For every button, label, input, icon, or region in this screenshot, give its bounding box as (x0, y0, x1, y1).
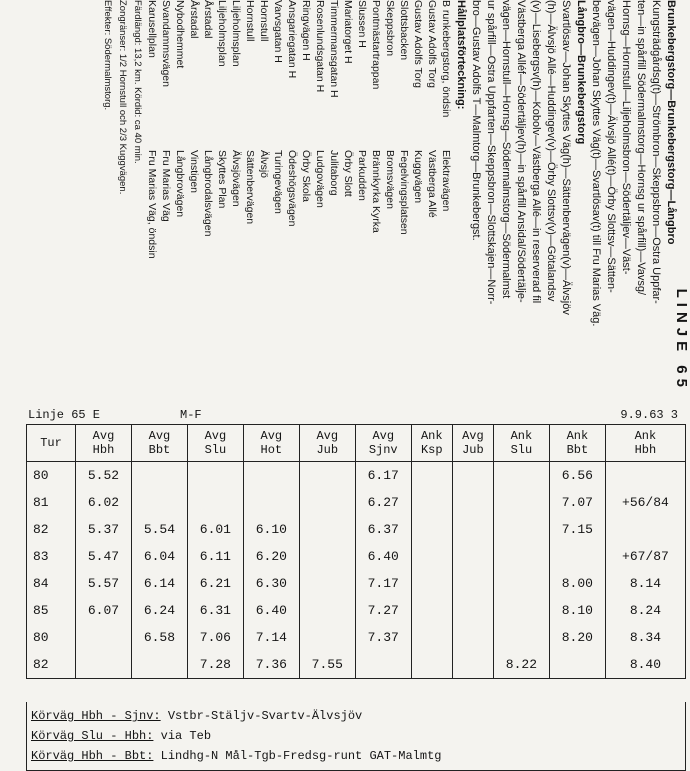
stop-name: Gustav Adolfs Torg (412, 0, 424, 88)
time-cell (452, 489, 493, 516)
column-header-top: Tur (40, 436, 62, 450)
time-cell (411, 570, 452, 597)
route-note-text: Vstbr-Stäljv-Svartv-Älvsjöv (160, 709, 363, 723)
time-cell (243, 462, 299, 490)
route-note-label: Körväg Slu - Hbh: (31, 729, 154, 743)
column-header (243, 425, 299, 462)
table-row (27, 597, 686, 624)
stop-name: Parkudden (356, 150, 368, 201)
table-row (27, 516, 686, 543)
time-cell: 8.22 (493, 651, 549, 679)
column-header-row (27, 425, 686, 462)
stop-name: Ödeshögsvägen (286, 150, 298, 227)
time-cell: 7.28 (187, 651, 243, 679)
stop-row (327, 0, 341, 398)
time-cell (299, 489, 355, 516)
column-header-bottom: Slu (204, 443, 227, 457)
column-header (355, 425, 411, 462)
timetable-grid (26, 424, 686, 679)
line-title: LINJE 65 (673, 288, 690, 392)
stop-name: Årstadal (188, 0, 200, 39)
time-cell: 5.37 (76, 516, 132, 543)
route-line: Kungsträdgårdsg(t)—Strömbron—Skeppsbron—Ostra Uppfar- (650, 0, 662, 304)
time-cell: 6.56 (549, 462, 605, 490)
time-cell: 5.52 (76, 462, 132, 490)
table-row (27, 651, 686, 679)
time-cell: 6.37 (355, 516, 411, 543)
time-cell: +67/87 (605, 543, 685, 570)
time-cell (299, 597, 355, 624)
time-cell (452, 462, 493, 490)
column-header (76, 425, 132, 462)
column-header-top: Avg (316, 429, 339, 443)
stop-name: Elektravägen (440, 150, 452, 212)
route-note-label: Körväg Hbh - Sjnv: (31, 709, 161, 723)
time-cell: 6.30 (243, 570, 299, 597)
tour-number: 84 (27, 570, 76, 597)
column-header-bottom: Slu (510, 443, 533, 457)
stop-row (285, 0, 299, 398)
time-cell (76, 651, 132, 679)
time-cell: 6.24 (131, 597, 187, 624)
stop-name: Slussen H (356, 0, 368, 48)
stop-row (355, 0, 369, 398)
time-cell: 7.37 (355, 624, 411, 651)
stop-row (411, 0, 425, 398)
stop-name: Örby Skola (300, 150, 312, 202)
tour-number: 85 (27, 597, 76, 624)
stop-name: Ringvägen H (300, 0, 312, 61)
column-header-top: Ank (510, 429, 533, 443)
column-header-top: Avg (204, 429, 227, 443)
column-header (131, 425, 187, 462)
stop-name: Fru Marias Väg (160, 150, 172, 222)
time-cell: 7.14 (243, 624, 299, 651)
time-cell: 7.06 (187, 624, 243, 651)
stop-row (369, 0, 383, 398)
stop-row (313, 0, 327, 398)
stop-row (271, 0, 285, 398)
stop-row (229, 0, 243, 398)
tour-number: 81 (27, 489, 76, 516)
time-cell (411, 462, 452, 490)
column-header-top: Ank (634, 429, 657, 443)
stop-name: Sättenbervägen (244, 150, 256, 225)
footnote: Effekter: Södermalmstorg. (102, 0, 113, 111)
stop-name: Skeppsbron (384, 0, 396, 57)
stop-name: Örby Slott (342, 150, 354, 197)
time-cell (493, 597, 549, 624)
column-header-top: Avg (462, 429, 484, 443)
time-cell (452, 543, 493, 570)
stop-name: Hornstull (258, 0, 270, 42)
column-header (411, 425, 452, 462)
time-cell (493, 462, 549, 490)
column-header-bottom: Jub (316, 443, 339, 457)
stop-name: Vinstigen (188, 150, 200, 194)
route-notes (26, 702, 686, 771)
stop-row (159, 0, 173, 398)
stop-name: Nybodhemmet (174, 0, 186, 69)
stop-name: Långbrovägen (174, 150, 186, 218)
stop-name: Skyttes Plan (216, 150, 228, 209)
time-cell (493, 543, 549, 570)
stop-name: Långbrodalsvägen (202, 150, 214, 237)
time-cell: 6.10 (243, 516, 299, 543)
time-cell: 6.27 (355, 489, 411, 516)
column-header (549, 425, 605, 462)
time-cell (605, 462, 685, 490)
time-cell (549, 651, 605, 679)
time-cell: 5.54 (131, 516, 187, 543)
time-cell (411, 543, 452, 570)
stop-name: Gustav Adolfs Torg (426, 0, 438, 88)
time-cell: 6.17 (355, 462, 411, 490)
header-days: M-F (180, 408, 202, 422)
column-header-bottom: Ksp (420, 443, 443, 457)
stop-name: Liljeholmsplan (230, 0, 242, 67)
column-header (452, 425, 493, 462)
time-cell (299, 543, 355, 570)
time-cell (299, 462, 355, 490)
column-header-bottom: Jub (462, 443, 484, 457)
stop-row (439, 0, 453, 398)
stop-row (299, 0, 313, 398)
time-cell: 8.34 (605, 624, 685, 651)
tour-number: 83 (27, 543, 76, 570)
column-header (187, 425, 243, 462)
column-header-top: Ank (420, 429, 443, 443)
stop-name: Älvsjö (258, 150, 270, 179)
stop-row (341, 0, 355, 398)
stop-name: Älvsjövägen (230, 150, 242, 207)
route-line: Svartlösav—Johan Skyttes Väg(h)—Sättenbervägen(v)—Älvsjöv (560, 0, 572, 315)
stop-name: Hornstull (244, 0, 256, 42)
stop-row (215, 0, 229, 398)
time-cell: 6.11 (187, 543, 243, 570)
route-note (31, 706, 681, 726)
tour-number: 82 (27, 651, 76, 679)
stop-name: Varvsgatan H (272, 0, 284, 63)
route-note (31, 746, 681, 766)
time-cell: 7.17 (355, 570, 411, 597)
column-header-bottom: Hbh (634, 443, 657, 457)
time-cell: 6.04 (131, 543, 187, 570)
time-cell: +56/84 (605, 489, 685, 516)
time-cell: 6.01 (187, 516, 243, 543)
stop-name: Brännkyrka Kyrka (370, 150, 382, 233)
stop-row (201, 0, 215, 398)
stop-row (187, 0, 201, 398)
time-cell (131, 651, 187, 679)
stop-name: Pontmästartrappan (370, 0, 382, 90)
route-note-text: Lindhg-N Mål-Tgb-Fredsg-runt GAT-Malmtg (153, 749, 442, 763)
time-cell (411, 651, 452, 679)
time-cell: 6.40 (355, 543, 411, 570)
time-cell (243, 489, 299, 516)
time-cell: 6.14 (131, 570, 187, 597)
time-cell (131, 462, 187, 490)
time-cell (187, 489, 243, 516)
time-cell (452, 624, 493, 651)
stop-name: Kuggvägen (412, 150, 424, 204)
route-line: Västberga Alléf—Södertäljev(h)—in spårfill Ansidal/Södertälje- (515, 0, 527, 303)
time-cell: 5.47 (76, 543, 132, 570)
stop-name: Fegelvingsplatsen (398, 150, 410, 235)
time-cell: 6.21 (187, 570, 243, 597)
route-note-label: Körväg Hbh - Bbt: (31, 749, 154, 763)
stop-name: Västberga Allé (426, 150, 438, 218)
stop-row (173, 0, 187, 398)
table-row (27, 543, 686, 570)
time-cell: 7.07 (549, 489, 605, 516)
time-cell: 8.20 (549, 624, 605, 651)
stop-name: Slottsbacken (398, 0, 410, 61)
column-header-bottom: Bbt (148, 443, 171, 457)
tour-number: 80 (27, 624, 76, 651)
time-cell (411, 624, 452, 651)
route-line: ten—in spårfill Södermalmstorg—Hornsg ur spårfill)—Vavsg/ (635, 0, 647, 296)
route-note-text: via Teb (153, 729, 212, 743)
header-line: Linje 65 E (28, 408, 101, 422)
header-date: 9.9.63 3 (620, 408, 678, 422)
stop-name: Bromsvägen (384, 150, 396, 209)
time-cell: 8.10 (549, 597, 605, 624)
column-header-bottom: Hot (260, 443, 283, 457)
stop-row (425, 0, 439, 398)
time-cell: 6.20 (243, 543, 299, 570)
time-cell (411, 597, 452, 624)
footnote: Färdlängd: 13,2 km. Kördid: ca 40 min. (132, 0, 143, 164)
time-cell (299, 624, 355, 651)
route-line: vägen—Hornstull—Hornsg—Södermalmstorg—Södermalmst (500, 0, 512, 299)
column-header-bottom: Bbt (566, 443, 589, 457)
stop-name: Ludgovägen (314, 150, 326, 208)
column-header-top: Avg (148, 429, 171, 443)
route-line: (h)—Älvsjö Allé—Huddingev(v)—Örby Slottsv(v)—Götalandsv (545, 0, 557, 302)
route-line: bro—Gustav Adolfs T—Malmtorg—Brunkebergst. (470, 0, 482, 241)
time-cell (452, 570, 493, 597)
route-line: (v)—Lisebergsv(h)—Kobolv—Västberga Allé—in reserverad fil (530, 0, 542, 304)
time-cell (493, 489, 549, 516)
stop-row (257, 0, 271, 398)
stop-name: Karusellplan (146, 0, 158, 58)
stop-name: Timmermansgatan H (328, 0, 340, 98)
column-header (493, 425, 549, 462)
column-header-top: Avg (92, 429, 115, 443)
route-description (100, 0, 678, 398)
stops-heading: Hållplatsförteckning: (455, 0, 467, 110)
stop-row (145, 0, 159, 398)
time-cell (549, 543, 605, 570)
time-cell: 7.55 (299, 651, 355, 679)
time-cell: 7.27 (355, 597, 411, 624)
route-line: vägen—Huddingev(t)—Älvsjö Allé(t)—Örby Slottsv—Sätten- (605, 0, 617, 293)
time-cell: 6.31 (187, 597, 243, 624)
stop-name: Fru Marias Väg, öndsin (146, 150, 158, 259)
route-line: Långbro—Brunkebergstorg (575, 0, 587, 145)
time-cell: 6.58 (131, 624, 187, 651)
time-cell: 6.02 (76, 489, 132, 516)
table-row (27, 624, 686, 651)
time-cell: 8.00 (549, 570, 605, 597)
route-line: ur spårfill—Ostra Uppfarten—Skeppsbron—Slottskajen—Norr- (485, 0, 497, 305)
stop-row (243, 0, 257, 398)
time-cell (493, 516, 549, 543)
column-header-top: Avg (372, 429, 395, 443)
stop-name: Svandammsvägen (160, 0, 172, 87)
route-line: bervägen—Johan Skyttes Väg(t)—Svartlösav(t) till Fru Marias Väg. (590, 0, 602, 327)
stop-name: Rosenlundsgatan H (314, 0, 326, 93)
stop-row (397, 0, 411, 398)
time-cell: 5.57 (76, 570, 132, 597)
time-cell (76, 624, 132, 651)
column-header-bottom: Sjnv (368, 443, 398, 457)
time-cell: 8.40 (605, 651, 685, 679)
time-cell (411, 516, 452, 543)
time-cell (299, 570, 355, 597)
tour-number: 80 (27, 462, 76, 490)
time-cell: 7.15 (549, 516, 605, 543)
timetable-body (27, 462, 686, 679)
route-line: Brunkebergstorg—Brunkebergstorg—Långbro (665, 0, 677, 245)
column-header-top: Avg (260, 429, 283, 443)
time-cell (452, 597, 493, 624)
stop-name: B runkebergstorg, öndsin (440, 0, 452, 118)
stop-name: Liljeholmsplan (216, 0, 228, 67)
table-row (27, 570, 686, 597)
column-header-bottom: Hbh (92, 443, 115, 457)
table-header (28, 408, 678, 422)
stop-name: Årstadal (202, 0, 214, 39)
route-note (31, 726, 681, 746)
column-header (605, 425, 685, 462)
time-cell: 6.40 (243, 597, 299, 624)
tour-number: 82 (27, 516, 76, 543)
stop-name: Julitaborg (328, 150, 340, 196)
time-cell (605, 516, 685, 543)
route-line: Hornsg—Hornstull—Liljeholmsbron—Södertäljev—Väst- (620, 0, 632, 275)
time-cell (187, 462, 243, 490)
column-header (299, 425, 355, 462)
time-cell (131, 489, 187, 516)
time-cell (299, 516, 355, 543)
timetable (0, 402, 688, 768)
table-row (27, 462, 686, 490)
time-cell (355, 651, 411, 679)
time-cell (452, 651, 493, 679)
time-cell: 8.14 (605, 570, 685, 597)
column-header-top: Ank (566, 429, 589, 443)
stop-name: Ansgariegatan H (286, 0, 298, 79)
time-cell (411, 489, 452, 516)
time-cell (493, 624, 549, 651)
time-cell: 7.36 (243, 651, 299, 679)
time-cell: 6.07 (76, 597, 132, 624)
column-header (27, 425, 76, 462)
time-cell (493, 570, 549, 597)
table-row (27, 489, 686, 516)
stop-row (383, 0, 397, 398)
stop-name: Mariatorget H (342, 0, 354, 64)
footnote: Zongränser: 1/2 Hornstull och 2/3 Kuggvägen. (117, 0, 128, 195)
time-cell: 8.24 (605, 597, 685, 624)
time-cell (452, 516, 493, 543)
stop-name: Turingevägen (272, 150, 284, 214)
